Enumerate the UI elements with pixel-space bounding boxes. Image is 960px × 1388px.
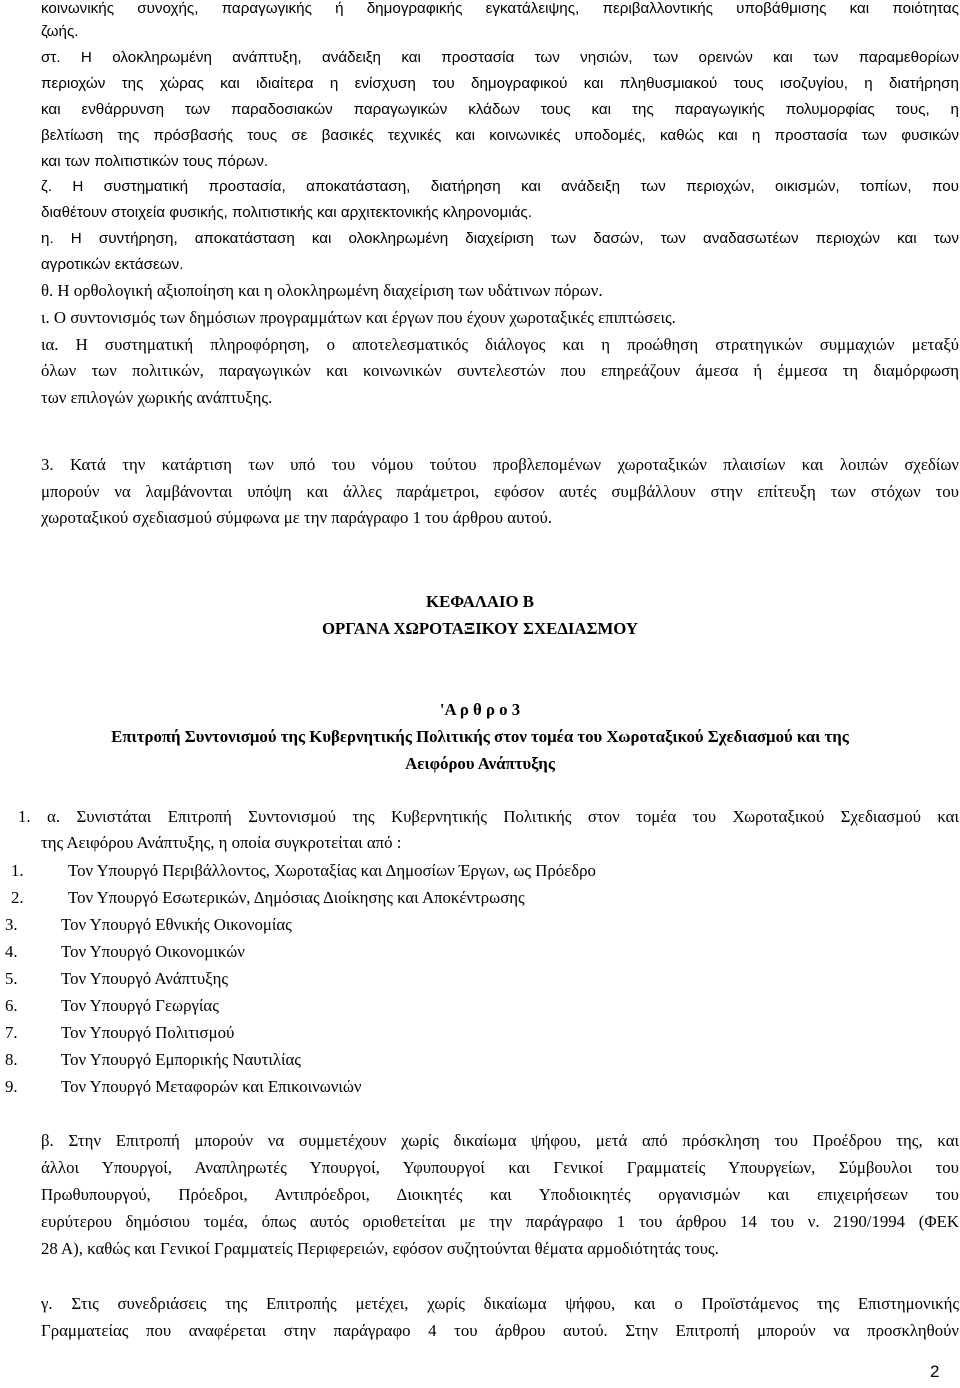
item-h-line: η. Η συντήρηση, αποκατάσταση και ολοκληρωμένη διαχείριση των δασών, των αναδασωτέων περιοχών και των	[41, 230, 959, 247]
paragraph-1g-line: γ. Στις συνεδριάσεις της Επιτροπής μετέχει, χωρίς δικαίωμα ψήφου, και ο Προϊστάμενος της Επιστημονικής	[41, 1294, 959, 1313]
chapter-subtitle: ΟΡΓΑΝΑ ΧΩΡΟΤΑΞΙΚΟΥ ΣΧΕΔΙΑΣΜΟΥ	[321, 619, 639, 638]
list-item-number: 4.	[5, 942, 18, 961]
list-item: Τον Υπουργό Εθνικής Οικονομίας	[61, 915, 292, 934]
list-item-number: 3.	[5, 915, 18, 934]
item-ia-line: όλων των πολιτικών, παραγωγικών και κοινωνικών συντελεστών που επηρεάζουν άμεσα ή έμμεσα τη διαμόρφωση	[41, 361, 959, 380]
paragraph-3-line: μπορούν να λαμβάνονται υπόψη και άλλες παράμετροι, εφόσον αυτές συμβάλλουν στην επίτευξη των στόχων του	[41, 482, 959, 501]
paragraph-1b-line: ευρύτερου δημόσιου τομέα, όπως αυτός οριοθετείται με την παράγραφο 1 του άρθρου 14 του ν. 2190/1994 (ΦΕΚ	[41, 1212, 959, 1231]
paragraph-1b-line: β. Στην Επιτροπή μπορούν να συμμετέχουν χωρίς δικαίωμα ψήφου, μετά από πρόσκληση του Προέδρου της, και	[41, 1131, 959, 1150]
item-h-line: αγροτικών εκτάσεων.	[41, 256, 184, 273]
paragraph-1a-line: της Αειφόρου Ανάπτυξης, η οποία συγκροτείται από :	[41, 833, 402, 852]
text-line: ζωής.	[41, 23, 79, 40]
paragraph-1a-line: 1. α. Συνιστάται Επιτροπή Συντονισμού της Κυβερνητικής Πολιτικής στον τομέα του Χωροταξικού Σχεδιασμού και	[18, 807, 959, 826]
list-item: Τον Υπουργό Πολιτισμού	[61, 1023, 235, 1042]
item-ia-line: ια. Η συστηματική πληροφόρηση, ο αποτελεσματικός διάλογος και η προώθηση στρατηγικών συμμαχιών μεταξύ	[41, 335, 959, 354]
text-line: κοινωνικής συνοχής, παραγωγικής ή δημογραφικής εγκατάλειψης, περιβαλλοντικής υποβάθμισης και ποιότητας	[41, 0, 959, 17]
list-item-number: 1.	[11, 861, 24, 880]
item-st-line: περιοχών της χώρας και ιδιαίτερα η ενίσχυση του δημογραφικού και πληθυσμιακού τους ισοζυγίου, η διατήρηση	[41, 75, 959, 92]
list-item: Τον Υπουργό Οικονομικών	[61, 942, 245, 961]
paragraph-3-line: χωροταξικού σχεδιασμού σύμφωνα με την παράγραφο 1 του άρθρου αυτού.	[41, 508, 553, 527]
article-number: 'Α ρ θ ρ ο 3	[439, 700, 521, 719]
paragraph-1g-line: Γραμματείας που αναφέρεται στην παράγραφο 4 του άρθρου αυτού. Στην Επιτροπή μπορούν να προσκληθούν	[41, 1321, 959, 1340]
paragraph-1b-line: 28 Α), καθώς και Γενικοί Γραμματείς Περιφερειών, εφόσον συζητούνται θέματα αρμοδιότητάς τους.	[41, 1239, 719, 1258]
item-z-line: ζ. Η συστηματική προστασία, αποκατάσταση, διατήρηση και ανάδειξη των περιοχών, οικισμών, τοπίων, που	[41, 178, 959, 195]
item-st-line: και των πολιτιστικών τους πόρων.	[41, 153, 269, 170]
page-number: 2	[930, 1362, 940, 1381]
list-item-number: 8.	[5, 1050, 18, 1069]
list-item-number: 5.	[5, 969, 18, 988]
item-st-line: στ. Η ολοκληρωμένη ανάπτυξη, ανάδειξη και προστασία των νησιών, των ορεινών και των παραμεθορίων	[41, 49, 959, 66]
item-ia-line: των επιλογών χωρικής ανάπτυξης.	[41, 388, 273, 407]
article-title: Επιτροπή Συντονισμού της Κυβερνητικής Πολιτικής στον τομέα του Χωροταξικού Σχεδιασμού και της	[111, 727, 849, 746]
list-item: Τον Υπουργό Γεωργίας	[61, 996, 219, 1015]
item-th-line: θ. Η ορθολογική αξιοποίηση και η ολοκληρωμένη διαχείριση των υδάτινων πόρων.	[41, 281, 603, 300]
list-item: Τον Υπουργό Εσωτερικών, Δημόσιας Διοίκησης και Αποκέντρωσης	[68, 888, 525, 907]
list-item: Τον Υπουργό Ανάπτυξης	[61, 969, 229, 988]
list-item-number: 7.	[5, 1023, 18, 1042]
item-i-line: ι. Ο συντονισμός των δημόσιων προγραμμάτων και έργων που έχουν χωροταξικές επιπτώσεις.	[41, 308, 676, 327]
item-z-line: διαθέτουν στοιχεία φυσικής, πολιτιστικής και αρχιτεκτονικής κληρονομιάς.	[41, 204, 532, 221]
list-item-number: 9.	[5, 1077, 18, 1096]
list-item: Τον Υπουργό Μεταφορών και Επικοινωνιών	[61, 1077, 362, 1096]
paragraph-3-line: 3. Κατά την κατάρτιση των υπό του νόμου τούτου προβλεπομένων χωροταξικών πλαισίων και λοιπών σχεδίων	[41, 455, 959, 474]
chapter-title: ΚΕΦΑΛΑΙΟ Β	[426, 592, 534, 611]
item-st-line: βελτίωση της πρόσβασής τους σε βασικές τεχνικές και κοινωνικές υποδομές, καθώς και η προστασία των φυσικών	[41, 127, 959, 144]
item-st-line: και ενθάρρυνση των παραδοσιακών παραγωγικών κλάδων τους και της παραγωγικής πολυμορφίας τους, η	[41, 101, 959, 118]
list-item-number: 2.	[11, 888, 24, 907]
list-item: Τον Υπουργό Εμπορικής Ναυτιλίας	[61, 1050, 301, 1069]
list-item: Τον Υπουργό Περιβάλλοντος, Χωροταξίας και Δημοσίων Έργων, ως Πρόεδρο	[68, 861, 596, 880]
paragraph-1b-line: άλλοι Υπουργοί, Αναπληρωτές Υπουργοί, Υφυπουργοί και Γενικοί Γραμματείς Υπουργείων, Σύμβουλοι του	[41, 1158, 959, 1177]
list-item-number: 6.	[5, 996, 18, 1015]
article-title: Αειφόρου Ανάπτυξης	[405, 754, 555, 773]
paragraph-1b-line: Πρωθυπουργού, Πρόεδροι, Αντιπρόεδροι, Διοικητές και Υποδιοικητές οργανισμών και επιχειρήσεων του	[41, 1185, 959, 1204]
